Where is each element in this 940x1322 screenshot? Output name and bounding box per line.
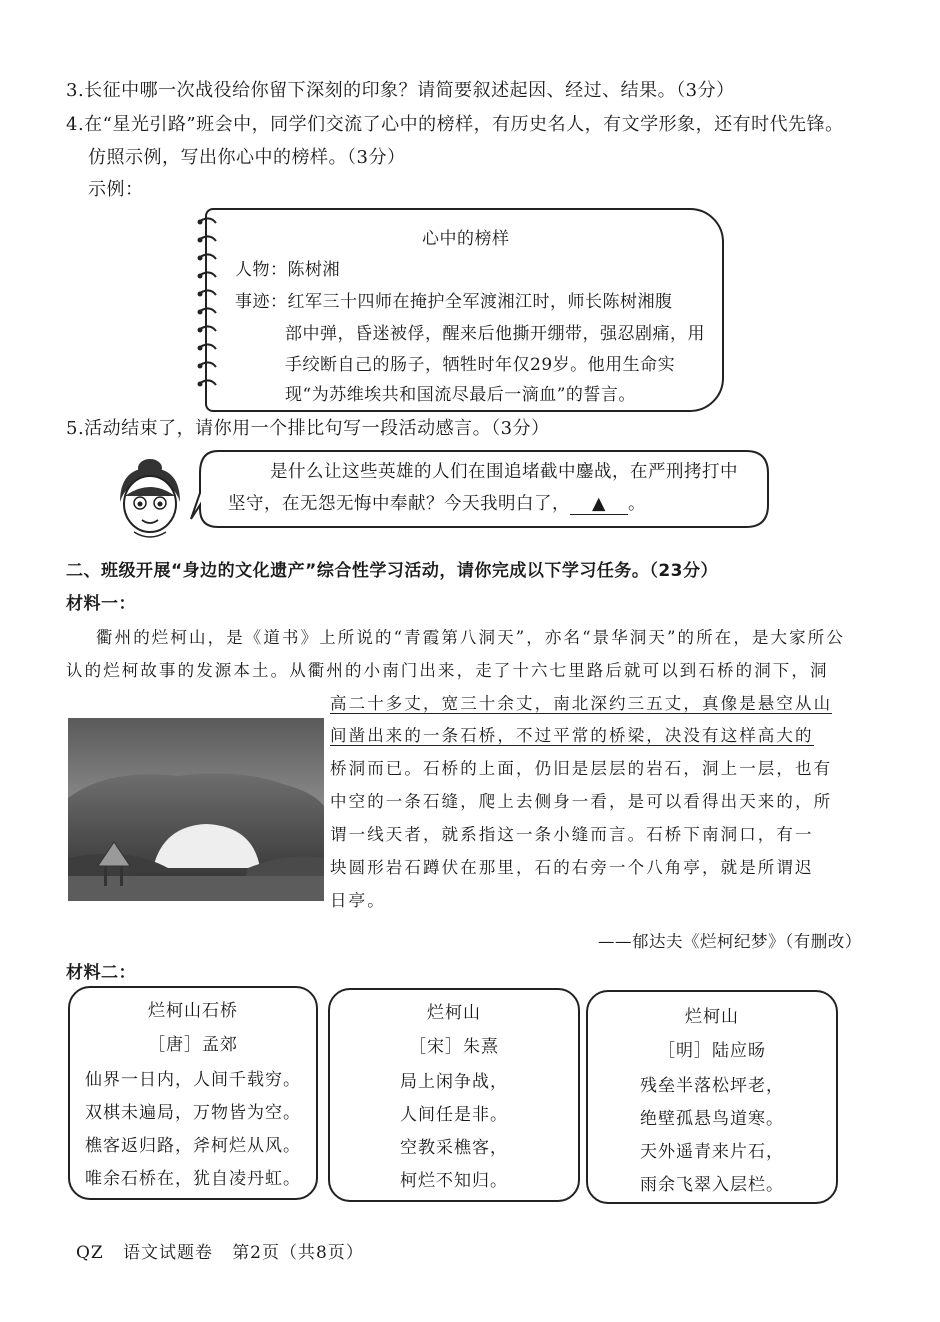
notebook-spiral-icon [196,213,222,403]
poem-title: 烂柯山 [427,1003,481,1023]
footer-subject: 语文试题卷 [122,1243,213,1263]
poem-author: ［明］陆应旸 [658,1041,766,1061]
notebook-title: 心中的榜样 [422,229,510,249]
footer-page: 第2页（共8页） [232,1243,364,1263]
material2-label: 材料二： [66,963,136,983]
material1-underlined-text: 高二十多丈，宽三十余丈，南北深约三五丈，真像是悬空从山 [330,694,833,713]
notebook-deed-line: 部中弹，昏迷被俘，醒来后他撕开绷带，强忍剧痛，用 [285,324,705,344]
poem-line: 樵客返归路，斧柯烂从风。 [85,1136,301,1156]
material1-line: 中空的一条石缝，爬上去侧身一看，是可以看得出天来的，所 [330,792,833,811]
poem-line: 空教采樵客， [400,1138,508,1158]
material1-line: 认的烂柯故事的发源本土。从衢州的小南门出来，走了十六七里路后就可以到石桥的洞下，洞 [66,661,829,680]
notebook-deed-line: 现“为苏维埃共和国流尽最后一滴血”的誓言。 [285,385,636,405]
notebook-deed-line: 事迹：红军三十四师在掩护全军渡湘江时，师长陈树湘腹 [235,292,673,312]
question-5: 5.活动结束了，请你用一个排比句写一段活动感言。（3分） [66,418,550,439]
answer-blank[interactable] [570,494,628,515]
stone-bridge-photo [68,718,324,901]
speech-line2 [228,490,646,515]
question-4-line2: 仿照示例，写出你心中的榜样。（3分） [88,147,406,168]
blank-triangle-icon: ▲ [592,494,606,514]
material1-line: 日亭。 [330,891,386,910]
poem-line: 局上闲争战， [400,1072,508,1092]
poem-title: 烂柯山石桥 [148,1001,238,1021]
poem-line: 仙界一日内，人间千载穷。 [85,1070,301,1090]
poem-author: ［唐］孟郊 [148,1035,238,1055]
poem-card-2 [328,988,580,1202]
material1-source: ——郁达夫《烂柯纪梦》（有删改） [598,932,862,951]
poem-line: 人间任是非。 [400,1105,508,1125]
poem-line: 柯烂不知归。 [400,1171,508,1191]
page-footer [76,1238,364,1263]
poem-line: 唯余石桥在，犹自凌丹虹。 [85,1169,301,1189]
material1-underlined-text: 间凿出来的一条石桥，不过平常的桥梁，决没有这样高大的 [330,726,814,745]
section2-heading: 二、班级开展“身边的文化遗产”综合性学习活动，请你完成以下学习任务。（23分） [66,561,719,581]
poem-author: ［宋］朱熹 [409,1037,499,1057]
poem-line: 雨余飞翠入层栏。 [640,1175,784,1195]
poem-line: 双棋未遍局，万物皆为空。 [85,1103,301,1123]
role-model-notebook [205,208,724,412]
poem-line: 残垒半落松坪老， [640,1076,784,1096]
poem-title: 烂柯山 [685,1007,739,1027]
footer-code: QZ [76,1243,104,1263]
example-label: 示例： [88,179,144,200]
material1-line: 谓一线天者，就系指这一条小缝而言。石桥下南洞口，有一 [330,825,814,844]
poem-line: 绝壁孤悬鸟道寒。 [640,1109,784,1129]
speech-line2-prefix: 坚守，在无怨无悔中奉献？今天我明白了， [228,494,570,514]
girl-avatar-icon [112,458,188,540]
notebook-deed-line: 手绞断自己的肠子，牺牲时年仅29岁。他用生命实 [285,355,676,375]
notebook-person: 人物：陈树湘 [235,260,340,280]
material1-line [330,722,814,746]
material1-line: 块圆形岩石蹲伏在那里，石的右旁一个八角亭，就是所谓迟 [330,858,814,877]
material1-line: 桥洞而已。石桥的上面，仍旧是层层的岩石，洞上一层，也有 [330,759,833,778]
speech-line2-suffix: 。 [628,494,646,514]
speech-line1: 是什么让这些英雄的人们在围追堵截中鏖战，在严刑拷打中 [270,462,738,482]
material1-label: 材料一： [66,594,136,614]
poem-line: 天外遥青来片石， [640,1142,784,1162]
material1-line: 衢州的烂柯山，是《道书》上所说的“青霞第八洞天”，亦名“景华洞天”的所在，是大家所公 [96,628,845,647]
question-4-line1: 4.在“星光引路”班会中，同学们交流了心中的榜样，有历史名人，有文学形象，还有时代先锋。 [66,114,844,135]
material1-line [330,690,832,714]
poem-card-3 [586,990,838,1204]
poem-card-1 [68,986,318,1200]
question-3: 3.长征中哪一次战役给你留下深刻的印象？请简要叙述起因、经过、结果。（3分） [66,80,735,101]
